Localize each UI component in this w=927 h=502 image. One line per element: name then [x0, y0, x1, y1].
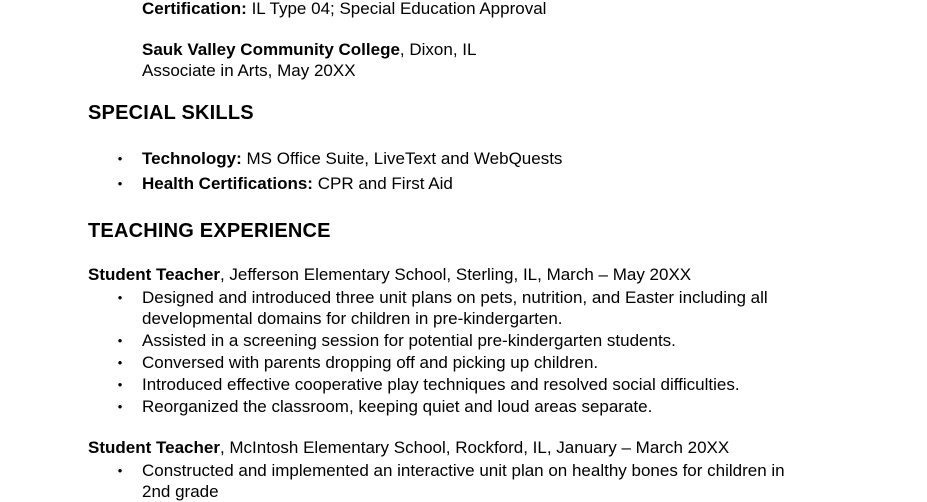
job-bullet: Conversed with parents dropping off and picking up children.: [142, 353, 599, 372]
skill-item-health: [142, 173, 453, 194]
job-bullet: Introduced effective cooperative play techniques and resolved social difficulties.: [142, 375, 740, 394]
teaching-experience-heading: TEACHING EXPERIENCE: [88, 220, 331, 242]
job-bullet: Designed and introduced three unit plans on pets, nutrition, and Easter including all: [142, 288, 768, 307]
bullet-icon: •: [117, 463, 123, 478]
certification-value: IL Type 04; Special Education Approval: [246, 0, 547, 18]
certification-line: [142, 0, 546, 19]
job-title: Student Teacher: [88, 265, 220, 284]
skill-value: CPR and First Aid: [312, 174, 453, 193]
special-skills-heading: SPECIAL SKILLS: [88, 102, 254, 124]
skill-value: MS Office Suite, LiveText and WebQuests: [241, 149, 563, 168]
job-bullet-continuation: 2nd grade: [142, 482, 219, 501]
bullet-icon: •: [117, 355, 123, 370]
job-bullet: Constructed and implemented an interactive unit plan on healthy bones for children in: [142, 461, 785, 480]
job-bullet-continuation: developmental domains for children in pre-kindergarten.: [142, 309, 563, 328]
bullet-icon: •: [117, 176, 123, 191]
job-details: , Jefferson Elementary School, Sterling, IL, March – May 20XX: [219, 265, 692, 284]
college-location: , Dixon, IL: [399, 40, 477, 59]
bullet-icon: •: [117, 151, 123, 166]
bullet-icon: •: [117, 290, 123, 305]
job-title: Student Teacher: [88, 438, 220, 457]
bullet-icon: •: [117, 333, 123, 348]
job-header-jefferson: [88, 264, 691, 285]
skill-label: Health Certifications:: [142, 174, 313, 193]
skill-label: Technology:: [142, 149, 242, 168]
college-name: Sauk Valley Community College: [142, 40, 400, 59]
job-details: , McIntosh Elementary School, Rockford, IL, January – March 20XX: [219, 438, 730, 457]
skill-item-technology: [142, 148, 562, 169]
bullet-icon: •: [117, 377, 123, 392]
certification-label: Certification:: [142, 0, 247, 18]
college-degree: Associate in Arts, May 20XX: [142, 61, 356, 80]
job-header-mcintosh: [88, 437, 729, 458]
job-bullet: Assisted in a screening session for potential pre-kindergarten students.: [142, 331, 676, 350]
college-line: [142, 39, 476, 60]
job-bullet: Reorganized the classroom, keeping quiet and loud areas separate.: [142, 397, 653, 416]
bullet-icon: •: [117, 399, 123, 414]
